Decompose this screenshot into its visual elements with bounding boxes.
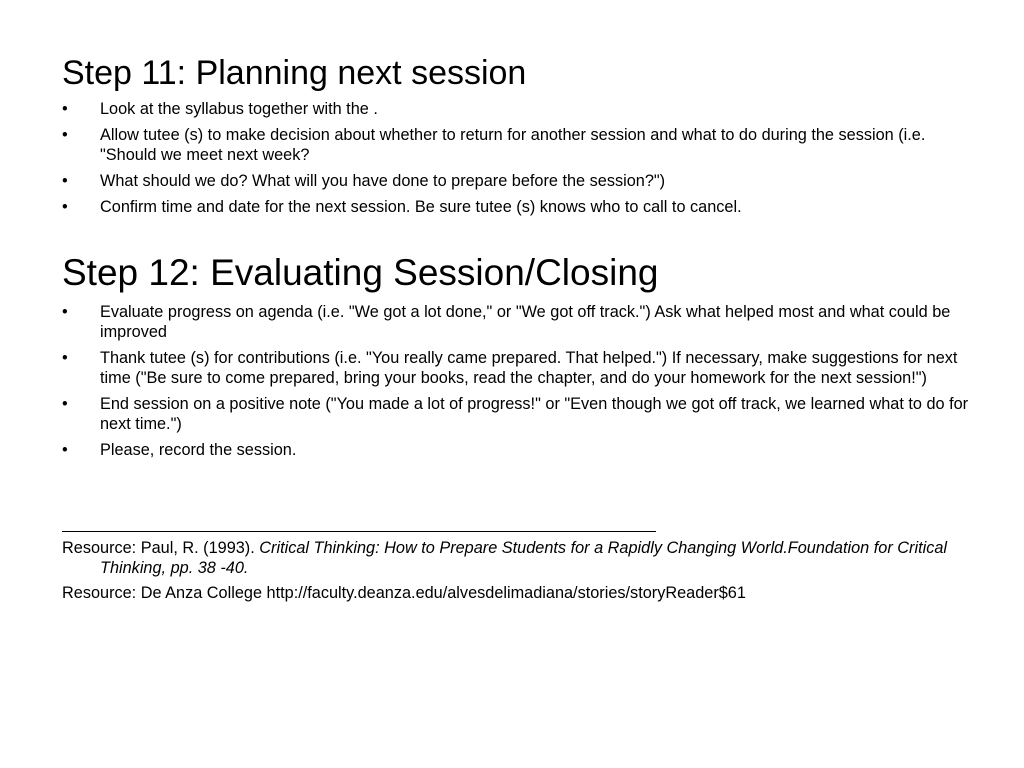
resources-section	[62, 538, 962, 608]
bullet-icon: •	[62, 441, 68, 459]
resource-citation-de-anza	[62, 583, 962, 603]
bullet-item	[62, 99, 972, 119]
bullet-icon: •	[62, 395, 68, 413]
bullet-text: Allow tutee (s) to make decision about whether to return for another session and what to do during the session (i.e. "Should we meet next week?	[100, 126, 926, 164]
step-11-bullet-list	[62, 99, 972, 223]
bullet-icon: •	[62, 100, 68, 118]
step-12-heading: Step 12: Evaluating Session/Closing	[62, 252, 659, 293]
bullet-text: Thank tutee (s) for contributions (i.e. "You really came prepared. That helped.") If necessary, make suggestions for next time ("Be sure to come prepared, bring your books, read the chapter, and do your homework for the next session!")	[100, 349, 958, 387]
bullet-text: Evaluate progress on agenda (i.e. "We got a lot done," or "We got off track.") Ask what helped most and what could be improved	[100, 303, 951, 341]
resource-text: Resource: Paul, R. (1993).	[62, 539, 260, 557]
bullet-text: End session on a positive note ("You made a lot of progress!" or "Even though we got off track, we learned what to do for next time.")	[100, 395, 969, 433]
bullet-item	[62, 125, 972, 165]
bullet-text: What should we do? What will you have done to prepare before the session?")	[100, 172, 666, 190]
bullet-text: Confirm time and date for the next session. Be sure tutee (s) knows who to call to cancel.	[100, 198, 742, 216]
bullet-icon: •	[62, 126, 68, 144]
step-11-heading: Step 11: Planning next session	[62, 54, 527, 92]
bullet-icon: •	[62, 172, 68, 190]
bullet-item	[62, 302, 972, 342]
bullet-item	[62, 348, 972, 388]
bullet-icon: •	[62, 349, 68, 367]
resource-title: Critical Thinking: How to Prepare Students for a Rapidly Changing World.Foundation for Critical Thinking, pp. 38 -40.	[100, 539, 948, 577]
bullet-item	[62, 394, 972, 434]
bullet-item	[62, 197, 972, 217]
bullet-icon: •	[62, 303, 68, 321]
bullet-item	[62, 440, 972, 460]
step-12-bullet-list	[62, 302, 972, 466]
bullet-item	[62, 171, 972, 191]
bullet-text: Look at the syllabus together with the .	[100, 100, 378, 118]
resource-divider	[62, 531, 656, 532]
bullet-text: Please, record the session.	[100, 441, 297, 459]
bullet-icon: •	[62, 198, 68, 216]
resource-citation-paul	[62, 538, 962, 578]
resource-text: Resource: De Anza College http://faculty.deanza.edu/alvesdelimadiana/stories/storyReader$61	[62, 584, 746, 602]
